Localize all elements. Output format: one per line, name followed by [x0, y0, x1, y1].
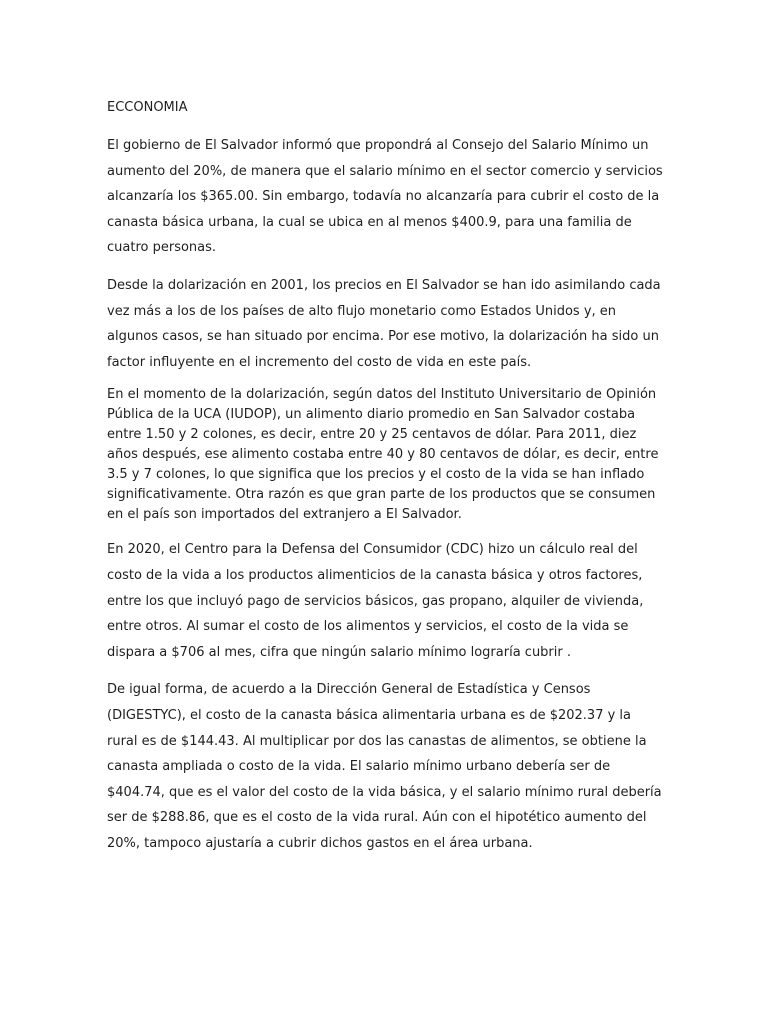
paragraph-iudop: En el momento de la dolarización, según datos del Instituto Universitario de Opinión Pública de la UCA (IUDOP), un alimento diario promedio en San Salvador costaba entre 1.50 y 2 colones, es decir, entre 20 y 25 centavos de dólar. Para 2011, diez años después, ese alimento costaba entre 40 y 80 centavos de dólar, es decir, entre 3.5 y 7 colones, lo que significa que los precios y el costo de la vida se han inflado significativamente. Otra razón es que gran parte de los productos que se consumen en el país son importados del extranjero a El Salvador.: [107, 387, 659, 523]
paragraph-cdc: En 2020, el Centro para la Defensa del Consumidor (CDC) hizo un cálculo real del costo de la vida a los productos alimenticios de la canasta básica y otros factores, entre los que incluyó pago de servicios básicos, gas propano, alquiler de vivienda, entre otros. Al sumar el costo de los alimentos y servicios, el costo de la vida se dispara a $706 al mes, cifra que ningún salario mínimo lograría cubrir .: [107, 542, 644, 660]
document-title: ECCONOMIA: [107, 100, 188, 115]
paragraph-digestyc: De igual forma, de acuerdo a la Dirección General de Estadística y Censos (DIGESTYC), el costo de la canasta básica alimentaria urbana es de $202.37 y la rural es de $144.43. Al multiplicar por dos las canastas de alimentos, se obtiene la canasta ampliada o costo de la vida. El salario mínimo urbano debería ser de $404.74, que es el valor del costo de la vida básica, y el salario mínimo rural debería ser de $288.86, que es el costo de la vida rural. Aún con el hipotético aumento del 20%, tampoco ajustaría a cubrir dichos gastos en el área urbana.: [107, 682, 662, 851]
paragraph-salario-minimo: El gobierno de El Salvador informó que propondrá al Consejo del Salario Mínimo un aumento del 20%, de manera que el salario mínimo en el sector comercio y servicios alcanzaría los $365.00. Sin embargo, todavía no alcanzaría para cubrir el costo de la canasta básica urbana, la cual se ubica en al menos $400.9, para una familia de cuatro personas.: [107, 138, 663, 256]
paragraph-dolarizacion: Desde la dolarización en 2001, los precios en El Salvador se han ido asimilando cada vez más a los de los países de alto flujo monetario como Estados Unidos y, en algunos casos, se han situado por encima. Por ese motivo, la dolarización ha sido un factor influyente en el incremento del costo de vida en este país.: [107, 277, 661, 370]
document-page: [107, 97, 663, 856]
